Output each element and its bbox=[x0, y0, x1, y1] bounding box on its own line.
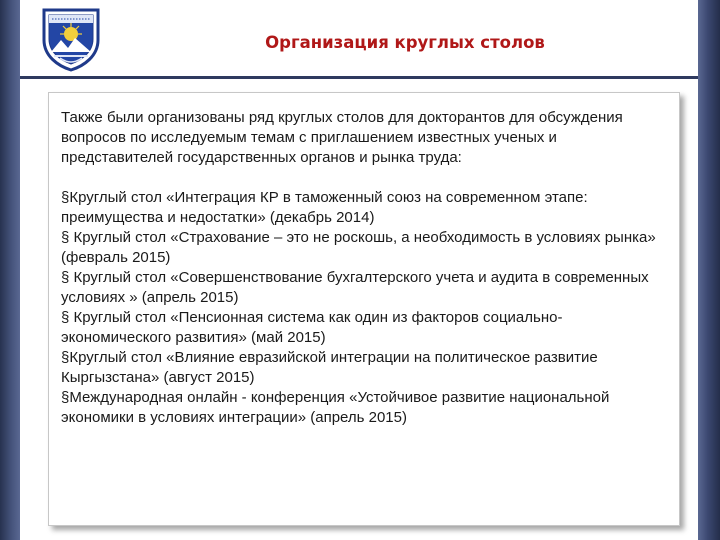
slide-title: Организация круглых столов bbox=[265, 33, 545, 52]
list-item: §Круглый стол «Влияние евразийской интеграции на политическое развитие Кыргызстана» (август 2015) bbox=[61, 349, 598, 386]
university-emblem-icon bbox=[40, 6, 102, 72]
list-item: § Круглый стол «Пенсионная система как один из факторов социально-экономического развития» (май 2015) bbox=[61, 309, 563, 346]
list-item: §Международная онлайн - конференция «Устойчивое развитие национальной экономики в условиях интеграции» (апрель 2015) bbox=[61, 389, 610, 426]
list-item: §Круглый стол «Интеграция КР в таможенный союз на современном этапе: преимущества и недостатки» (декабрь 2014) bbox=[61, 189, 588, 226]
round-table-list bbox=[61, 188, 671, 428]
intro-paragraph: Также были организованы ряд круглых столов для докторантов для обсуждения вопросов по исследуемым темам с приглашением известных ученых и представителей государственных органов и рынка труда: bbox=[61, 109, 623, 166]
header-divider bbox=[20, 76, 698, 79]
content-text bbox=[61, 108, 671, 428]
right-frame-bar bbox=[698, 0, 720, 540]
list-item: § Круглый стол «Страхование – это не роскошь, а необходимость в условиях рынка» (февраль 2015) bbox=[61, 229, 656, 266]
left-frame-bar bbox=[0, 0, 20, 540]
list-item: § Круглый стол «Совершенствование бухгалтерского учета и аудита в современных условиях » (апрель 2015) bbox=[61, 269, 649, 306]
